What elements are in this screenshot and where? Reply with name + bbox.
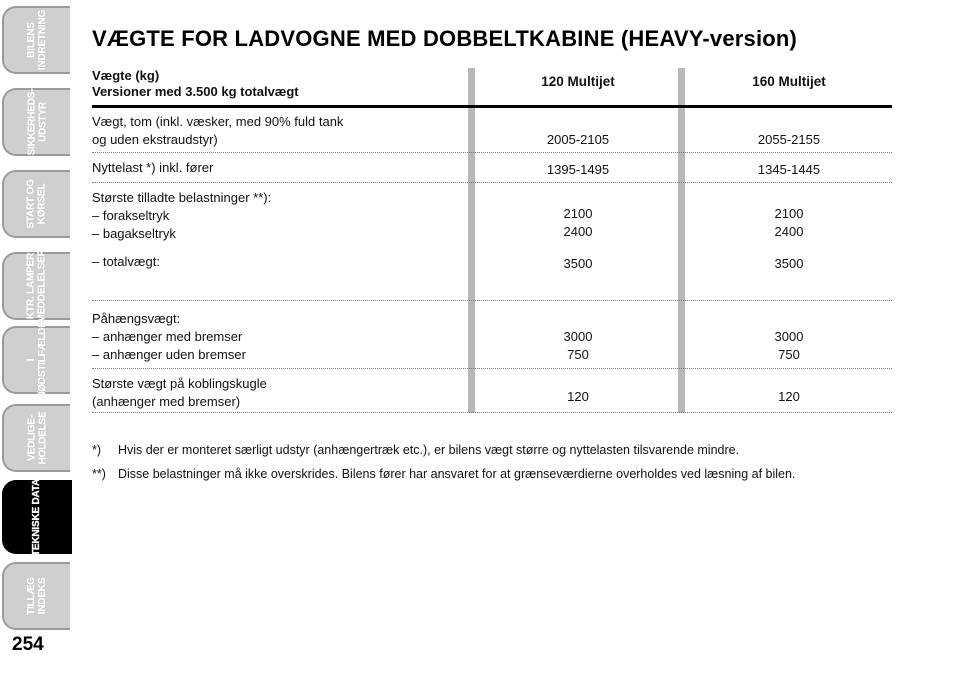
column-header-120-multijet: 120 Multijet (541, 74, 615, 89)
tab-vedligeholdelse[interactable] (2, 404, 70, 472)
cell-empty-weight-120: 2005-2105 (546, 132, 610, 147)
row-divider (92, 412, 892, 413)
tab-label: SIKKERHEDS- UDSTYR (26, 88, 49, 156)
cell-tow-ball-120: 120 (567, 389, 589, 404)
tab-tillaeg-indeks[interactable] (2, 562, 70, 630)
weights-table (92, 68, 892, 413)
tab-label: START OG KØRSEL (25, 179, 48, 229)
cell-towing-160: 3000 750 (774, 329, 804, 362)
tab-label: TEKNISKE DATA (31, 478, 43, 556)
header-line-2: Versioner med 3.500 kg totalvægt (92, 84, 299, 99)
active-tab-edge (68, 480, 72, 554)
row-label-tow-ball: Største vægt på koblingskugle (anhænger med bremser) (92, 376, 267, 409)
cell-payload-160: 1345-1445 (757, 162, 821, 177)
row-label-total-weight: – totalvægt: (92, 254, 160, 269)
tab-sikkerhedsudstyr[interactable] (2, 88, 70, 156)
tab-label: I NØDSTILFÆLDE (26, 321, 49, 399)
page-title: VÆGTE FOR LADVOGNE MED DOBBELTKABINE (HEAVY-version) (92, 26, 798, 51)
tab-label: KTR. LAMPER MEDDELELSER (26, 249, 48, 323)
side-tab-navigation (0, 0, 72, 640)
footnote-text: Hvis der er monteret særligt udstyr (anhængertræk etc.), er bilens vægt større og nyttelasten tilsvarende mindre. (118, 443, 740, 457)
tab-kontrollamper[interactable] (2, 249, 70, 323)
footnote-mark: **) (92, 467, 106, 481)
cell-total-weight-120: 3500 (563, 256, 593, 271)
row-divider (92, 368, 892, 369)
row-label-max-axle-loads: Største tilladte belastninger **): – forakseltryk – bagakseltryk (92, 190, 272, 241)
tab-label: VEDLIGE- HOLDELSE (25, 411, 48, 465)
column-header-160-multijet: 160 Multijet (752, 74, 826, 89)
row-label-payload: Nyttelast *) inkl. fører (92, 160, 214, 175)
tab-label: TILLÆG INDEKS (26, 577, 48, 615)
footnote-2 (92, 467, 795, 481)
cell-axle-loads-120: 2100 2400 (563, 206, 593, 239)
page-number: 254 (12, 634, 44, 655)
footnote-mark: *) (92, 443, 102, 457)
row-divider (92, 300, 892, 301)
cell-towing-120: 3000 750 (563, 329, 593, 362)
cell-total-weight-160: 3500 (774, 256, 804, 271)
header-rule (92, 105, 892, 108)
tab-tekniske-data[interactable] (2, 480, 70, 554)
footnote-1 (92, 443, 739, 457)
row-label-empty-weight: Vægt, tom (inkl. væsker, med 90% fuld tank og uden ekstraudstyr) (92, 114, 344, 147)
tab-nodstilfaelde[interactable] (2, 321, 70, 399)
table-header-label (92, 68, 299, 100)
column-divider (468, 68, 475, 413)
header-line-1: Vægte (kg) (92, 68, 160, 83)
row-divider (92, 152, 892, 153)
tab-label: BILENS INDRETNING (25, 9, 48, 71)
cell-payload-120: 1395-1495 (546, 162, 610, 177)
footnote-text: Disse belastninger må ikke overskrides. Bilens fører har ansvaret for at grænseværdierne overholdes ved læsning af bilen. (118, 467, 796, 481)
cell-tow-ball-160: 120 (778, 389, 800, 404)
tab-bilens-indretning[interactable] (2, 6, 70, 74)
column-divider (678, 68, 685, 413)
row-label-towing-weight: Påhængsvægt: – anhænger med bremser – anhænger uden bremser (92, 311, 246, 362)
row-divider (92, 182, 892, 183)
cell-axle-loads-160: 2100 2400 (774, 206, 804, 239)
cell-empty-weight-160: 2055-2155 (757, 132, 821, 147)
tab-start-og-korsel[interactable] (2, 170, 70, 238)
